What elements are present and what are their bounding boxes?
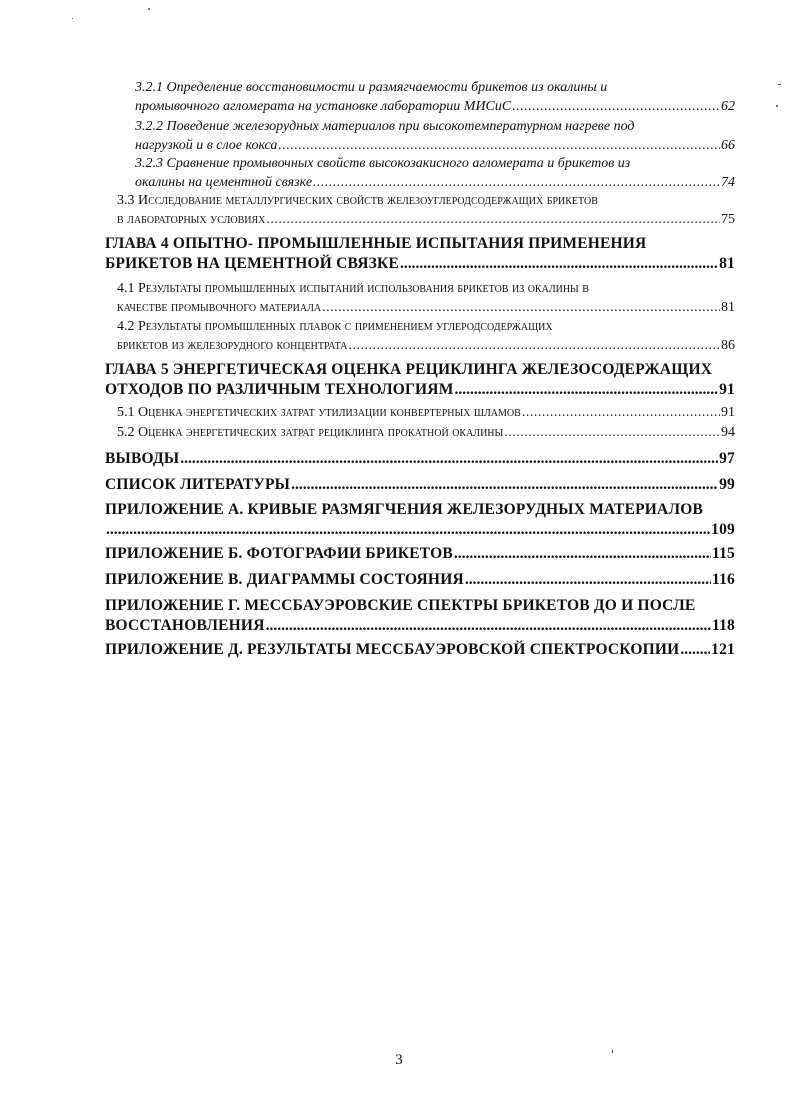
page-number: 3 xyxy=(395,1052,403,1068)
toc-entry-3-3[interactable] xyxy=(117,191,735,229)
toc-page-number: 74 xyxy=(721,175,735,190)
dot-leader xyxy=(348,336,720,355)
toc-entry-title-line: ГЛАВА 5 ЭНЕРГЕТИЧЕСКАЯ ОЦЕНКА РЕЦИКЛИНГА ЖЕЛЕЗОСОДЕРЖАЩИХ xyxy=(105,361,713,378)
scan-speck xyxy=(72,18,73,19)
toc-entry-title-continued: нагрузкой и в слое кокса xyxy=(135,138,278,153)
toc-entry-chapter-4[interactable] xyxy=(105,234,735,274)
toc-page-number: 86 xyxy=(721,338,735,353)
toc-entry-title-continued: БРИКЕТОВ НА ЦЕМЕНТНОЙ СВЯЗКЕ xyxy=(105,255,399,272)
dot-leader xyxy=(278,136,720,155)
dot-leader xyxy=(680,640,710,660)
dot-leader xyxy=(465,570,711,590)
toc-entry-4-2[interactable] xyxy=(117,317,735,355)
dot-leader xyxy=(106,520,710,540)
dot-leader xyxy=(400,254,718,274)
dot-leader xyxy=(454,544,711,564)
toc-entry-title: ПРИЛОЖЕНИЕ Д. РЕЗУЛЬТАТЫ МЕССБАУЭРОВСКОЙ СПЕКТРОСКОПИИ xyxy=(105,641,680,658)
toc-entry-references[interactable] xyxy=(105,475,735,495)
toc-page-number: 66 xyxy=(721,138,735,153)
toc-entry-appendix-v[interactable] xyxy=(105,570,735,590)
scan-speck xyxy=(778,84,781,85)
toc-entry-4-1[interactable] xyxy=(117,279,735,317)
toc-entry-conclusions[interactable] xyxy=(105,449,735,469)
toc-entry-title-line: 3.2.2 Поведение железорудных материалов при высокотемпературном нагреве под xyxy=(135,119,635,134)
toc-page-number: 94 xyxy=(721,425,735,440)
toc-page-number: 91 xyxy=(721,405,735,420)
dot-leader xyxy=(291,475,718,495)
toc-entry-title-continued: окалины на цементной связке xyxy=(135,175,313,190)
toc-entry-appendix-b[interactable] xyxy=(105,544,735,564)
dot-leader xyxy=(180,449,718,469)
dot-leader xyxy=(522,403,720,422)
toc-entry-title-line: ГЛАВА 4 ОПЫТНО- ПРОМЫШЛЕННЫЕ ИСПЫТАНИЯ ПРИМЕНЕНИЯ xyxy=(105,235,647,252)
toc-entry-appendix-g[interactable] xyxy=(105,596,735,636)
toc-entry-title-line: 4.2 Результаты промышленных плавок с применением углеродсодержащих xyxy=(117,319,553,334)
toc-entry-3-2-2[interactable] xyxy=(135,117,735,155)
toc-entry-title-line: ПРИЛОЖЕНИЕ Г. МЕССБАУЭРОВСКИЕ СПЕКТРЫ БРИКЕТОВ ДО И ПОСЛЕ xyxy=(105,597,696,614)
toc-entry-title-line: 3.3 Исследование металлургических свойств железоуглеродсодержащих брикетов xyxy=(117,193,598,208)
toc-entry-title: СПИСОК ЛИТЕРАТУРЫ xyxy=(105,476,291,493)
toc-entry-5-1[interactable] xyxy=(117,403,735,422)
toc-entry-title-continued: ВОССТАНОВЛЕНИЯ xyxy=(105,617,265,634)
toc-entry-title-continued: качестве промывочного материала xyxy=(117,300,322,315)
toc-entry-3-2-1[interactable] xyxy=(135,78,735,116)
toc-entry-title: 5.1 Оценка энергетических затрат утилизации конвертерных шламов xyxy=(117,405,521,420)
toc-page-number: 121 xyxy=(711,641,735,658)
toc-page-number: 91 xyxy=(719,381,735,398)
toc-page-number: 109 xyxy=(711,521,735,538)
dot-leader xyxy=(512,97,720,116)
toc-entry-title-continued: промывочного агломерата на установке лаборатории МИСиС xyxy=(135,99,512,114)
toc-page-number: 118 xyxy=(712,617,735,634)
toc-entry-title: ПРИЛОЖЕНИЕ Б. ФОТОГРАФИИ БРИКЕТОВ xyxy=(105,545,453,562)
toc-entry-appendix-d[interactable] xyxy=(105,640,735,660)
toc-entry-title-line: 4.1 Результаты промышленных испытаний использования брикетов из окалины в xyxy=(117,281,589,296)
scan-speck xyxy=(612,1050,613,1053)
scan-speck xyxy=(776,105,778,107)
dot-leader xyxy=(504,423,720,442)
dot-leader xyxy=(313,173,720,192)
dot-leader xyxy=(266,210,720,229)
toc-entry-title: ВЫВОДЫ xyxy=(105,450,180,467)
dot-leader xyxy=(266,616,711,636)
toc-page-number: 81 xyxy=(719,255,735,272)
scan-speck xyxy=(148,8,150,10)
toc-entry-title-continued: ОТХОДОВ ПО РАЗЛИЧНЫМ ТЕХНОЛОГИЯМ xyxy=(105,381,454,398)
toc-entry-chapter-5[interactable] xyxy=(105,360,735,400)
toc-entry-5-2[interactable] xyxy=(117,423,735,442)
toc-entry-title-line: 3.2.1 Определение восстановимости и размягчаемости брикетов из окалины и xyxy=(135,80,608,95)
dot-leader xyxy=(455,380,719,400)
toc-entry-appendix-a[interactable] xyxy=(105,500,735,540)
toc-entry-title-line: 3.2.3 Сравнение промывочных свойств высокозакисного агломерата и брикетов из xyxy=(135,156,631,171)
toc-entry-title: ПРИЛОЖЕНИЕ В. ДИАГРАММЫ СОСТОЯНИЯ xyxy=(105,571,464,588)
toc-entry-title-line: ПРИЛОЖЕНИЕ А. КРИВЫЕ РАЗМЯГЧЕНИЯ ЖЕЛЕЗОРУДНЫХ МАТЕРИАЛОВ xyxy=(105,501,703,518)
toc-page-number: 115 xyxy=(712,545,735,562)
toc-entry-3-2-3[interactable] xyxy=(135,154,735,192)
toc-page-number: 97 xyxy=(719,450,735,467)
toc-page-number: 116 xyxy=(712,571,735,588)
toc-entry-title: 5.2 Оценка энергетических затрат рециклинга прокатной окалины xyxy=(117,425,504,440)
toc-page-number: 81 xyxy=(721,300,735,315)
toc-page-number: 62 xyxy=(721,99,735,114)
toc-entry-title-continued: брикетов из железорудного концентрата xyxy=(117,338,348,353)
dot-leader xyxy=(322,298,720,317)
toc-page-number: 99 xyxy=(719,476,735,493)
toc-entry-title-continued: в лабораторных условиях xyxy=(117,212,266,227)
toc-page-number: 75 xyxy=(721,212,735,227)
